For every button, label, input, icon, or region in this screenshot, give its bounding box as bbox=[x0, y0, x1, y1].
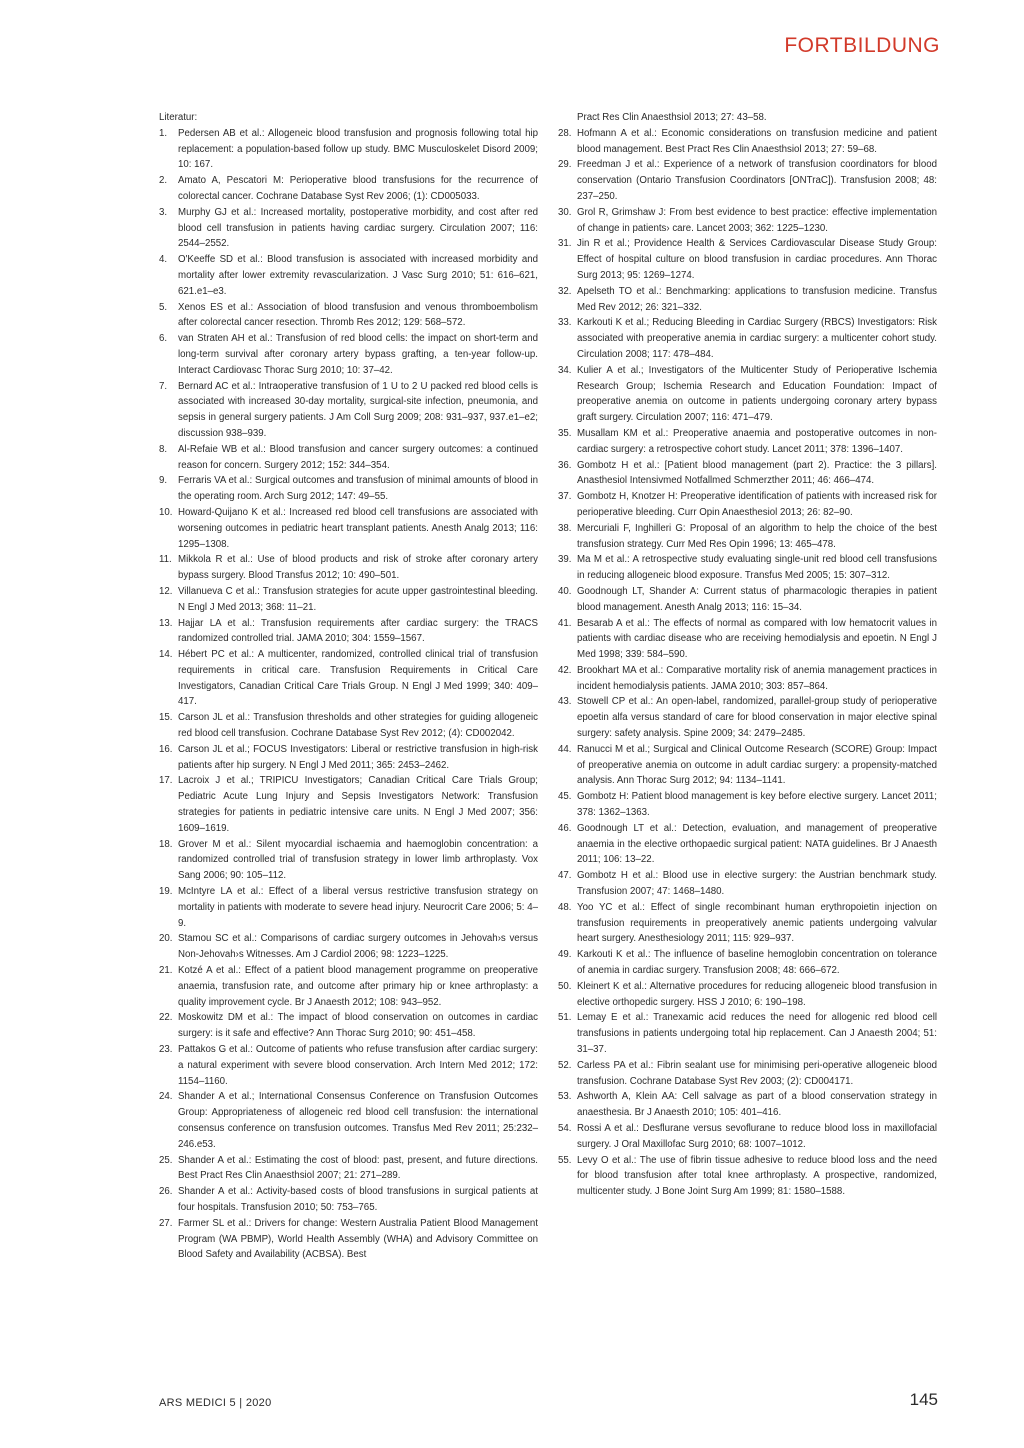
reference-number: 11. bbox=[159, 554, 172, 566]
reference-number: 37. bbox=[558, 491, 572, 503]
reference-number: 45. bbox=[558, 791, 572, 803]
reference-item bbox=[558, 552, 937, 584]
reference-text: Pedersen AB et al.: Allogeneic blood transfusion and prognosis following total hip replacement: a population-based follow up study. BMC Musculoskelet Disord 2009; 10: 167. bbox=[178, 127, 538, 171]
reference-item bbox=[558, 616, 937, 663]
reference-number: 46. bbox=[558, 822, 572, 834]
reference-text: Kleinert K et al.: Alternative procedures for reducing allogeneic blood transfusion in elective orthopedic surgery. HSS J 2010; 6: 190–198. bbox=[577, 980, 937, 1008]
section-title: FORTBILDUNG bbox=[784, 34, 940, 57]
reference-item bbox=[558, 1058, 937, 1090]
reference-list-left bbox=[159, 126, 538, 1263]
reference-text: Gombotz H: Patient blood management is key before elective surgery. Lancet 2011; 378: 1362–1363. bbox=[577, 791, 937, 819]
reference-item bbox=[558, 521, 937, 553]
reference-item bbox=[558, 363, 937, 426]
reference-number: 9. bbox=[159, 475, 168, 487]
reference-number: 2. bbox=[159, 175, 168, 187]
reference-column-right bbox=[558, 110, 937, 1200]
reference-text: Hofmann A et al.: Economic considerations on transfusion medicine and patient blood management. Best Pract Res Clin Anaesthsiol 2013; 27: 59–68. bbox=[577, 127, 937, 155]
reference-item bbox=[159, 505, 538, 552]
reference-text: Howard-Quijano K et al.: Increased red blood cell transfusions are associated with worsening outcomes in pediatric heart transplant patients. Anesth Analg 2013; 116: 1295–1308. bbox=[178, 506, 538, 550]
reference-item bbox=[558, 789, 937, 821]
reference-number: 35. bbox=[558, 427, 572, 439]
reference-item bbox=[159, 331, 538, 378]
reference-number: 49. bbox=[558, 949, 572, 961]
reference-text: Murphy GJ et al.: Increased mortality, postoperative morbidity, and cost after red blood cell transfusion in patients having cardiac surgery. Circulation 2007; 116: 2544–2552. bbox=[178, 206, 538, 250]
reference-text: Besarab A et al.: The effects of normal as compared with low hematocrit values in patients with cardiac disease who are receiving hemodialysis and epoetin. N Engl J Med 1998; 339: 584–590. bbox=[577, 617, 937, 661]
reference-text: Goodnough LT, Shander A: Current status of pharmacologic therapies in patient blood management. Anesth Analg 2013; 116: 15–34. bbox=[577, 585, 937, 613]
reference-item bbox=[558, 694, 937, 741]
reference-item bbox=[159, 616, 538, 648]
reference-number: 21. bbox=[159, 965, 173, 977]
reference-text: Apelseth TO et al.: Benchmarking: applications to transfusion medicine. Transfus Med Rev 2012; 26: 321–332. bbox=[577, 285, 937, 313]
reference-number: 8. bbox=[159, 443, 168, 455]
reference-number: 55. bbox=[558, 1154, 572, 1166]
reference-number: 6. bbox=[159, 333, 168, 345]
reference-item bbox=[159, 1153, 538, 1185]
reference-item bbox=[159, 205, 538, 252]
reference-list-right bbox=[558, 126, 937, 1200]
reference-item bbox=[159, 300, 538, 332]
reference-item bbox=[159, 584, 538, 616]
reference-item bbox=[558, 900, 937, 947]
reference-text: Amato A, Pescatori M: Perioperative blood transfusions for the recurrence of colorectal cancer. Cochrane Database Syst Rev 2006; (1): CD005033. bbox=[178, 175, 538, 202]
reference-number: 42. bbox=[558, 664, 572, 676]
reference-text: Shander A et al.: Activity-based costs of blood transfusions in surgical patients at four hospitals. Transfusion 2010; 50: 753–765. bbox=[178, 1186, 538, 1213]
reference-number: 32. bbox=[558, 285, 572, 297]
reference-number: 20. bbox=[159, 933, 173, 945]
reference-item bbox=[558, 584, 937, 616]
reference-text: Stamou SC et al.: Comparisons of cardiac surgery outcomes in Jehovah›s versus Non-Jehovah›s Witnesses. Am J Cardiol 2006; 98: 1223–1225. bbox=[178, 933, 538, 961]
reference-item bbox=[159, 773, 538, 836]
reference-number: 38. bbox=[558, 522, 572, 534]
reference-text: Grover M et al.: Silent myocardial ischaemia and haemoglobin concentration: a randomized controlled trial of transfusion strategy in lower limb arthroplasty. Vox Sang 2006; 90: 105–112. bbox=[178, 838, 538, 882]
reference-number: 26. bbox=[159, 1186, 173, 1198]
reference-number: 28. bbox=[558, 127, 572, 139]
reference-number: 30. bbox=[558, 206, 572, 218]
reference-text: Carson JL et al.: Transfusion thresholds and other strategies for guiding allogeneic red blood cell transfusion. Cochrane Database Syst Rev 2012; (4): CD002042. bbox=[178, 712, 538, 740]
reference-item bbox=[558, 979, 937, 1011]
reference-text: Gombotz H et al.: [Patient blood management (part 2). Practice: the 3 pillars]. Anasthesiol Intensivmed Notfallmed Schmerzther 2011; 46: 466–474. bbox=[577, 459, 937, 487]
reference-text: Shander A et al.: Estimating the cost of blood: past, present, and future directions. Best Pract Res Clin Anaesthsiol 2007; 21: 271–289. bbox=[178, 1154, 538, 1182]
reference-number: 31. bbox=[558, 238, 572, 250]
reference-number: 4. bbox=[159, 254, 168, 266]
reference-item bbox=[159, 473, 538, 505]
reference-item bbox=[558, 126, 937, 158]
reference-item bbox=[558, 947, 937, 979]
journal-issue: ARS MEDICI 5 | 2020 bbox=[159, 1397, 272, 1409]
reference-text: Ma M et al.: A retrospective study evaluating single-unit red blood cell transfusions in reducing allogeneic blood exposure. Transfus Med 2005; 15: 307–312. bbox=[577, 554, 937, 582]
reference-item bbox=[159, 552, 538, 584]
reference-column-left bbox=[159, 110, 538, 1263]
reference-number: 23. bbox=[159, 1044, 173, 1056]
reference-text: Lacroix J et al.; TRIPICU Investigators; Canadian Critical Care Trials Group; Pediatric Acute Lung Injury and Sepsis Investigators Network: Transfusion strategies for patients in pediatric intensive care units. N Engl J Med 2007; 356: 1609–1619. bbox=[178, 775, 538, 834]
reference-text: Moskowitz DM et al.: The impact of blood conservation on outcomes in cardiac surgery: is it safe and effective? Ann Thorac Surg 2010; 90: 451–458. bbox=[178, 1012, 538, 1040]
reference-text: Lemay E et al.: Tranexamic acid reduces the need for allogenic red blood cell transfusions in patients undergoing total hip replacement. Can J Anaesth 2004; 51: 31–37. bbox=[577, 1012, 937, 1056]
reference-item bbox=[558, 1121, 937, 1153]
reference-item bbox=[159, 963, 538, 1010]
reference-item bbox=[558, 205, 937, 237]
reference-item bbox=[558, 1089, 937, 1121]
reference-item bbox=[558, 458, 937, 490]
reference-text: Freedman J et al.: Experience of a network of transfusion coordinators for blood conservation (Ontario Transfusion Coordinators [ONTraC]). Transfusion 2008; 48: 237–250. bbox=[577, 159, 937, 202]
reference-number: 10. bbox=[159, 506, 173, 518]
reference-item bbox=[159, 126, 538, 173]
reference-number: 12. bbox=[159, 585, 173, 597]
reference-item bbox=[159, 647, 538, 710]
reference-number: 48. bbox=[558, 901, 572, 913]
reference-number: 1. bbox=[159, 127, 168, 139]
reference-text: Carson JL et al.; FOCUS Investigators: Liberal or restrictive transfusion in high-risk patients after hip surgery. N Engl J Med 2011; 365: 2453–2462. bbox=[178, 743, 538, 771]
reference-text: Kulier A et al.; Investigators of the Multicenter Study of Perioperative Ischemia Research Group; Ischemia Research and Education Foundation: Impact of preoperative anemia on outcome in patients undergoing coronary artery bypass graft surgery. Circulation 2007; 116: 471–479. bbox=[577, 364, 937, 424]
reference-text: Kotzé A et al.: Effect of a patient blood management programme on preoperative anaemia, transfusion rate, and outcome after primary hip or knee arthroplasty: a quality improvement cycle. Br J Anaesth 2012; 108: 943–952. bbox=[178, 965, 538, 1008]
reference-number: 47. bbox=[558, 870, 572, 882]
reference-text: O'Keeffe SD et al.: Blood transfusion is associated with increased morbidity and mortality after lower extremity revascularization. J Vasc Surg 2010; 51: 616–621, 621.e1–e3. bbox=[178, 254, 538, 297]
reference-number: 16. bbox=[159, 743, 173, 755]
reference-item bbox=[159, 252, 538, 299]
reference-item bbox=[159, 442, 538, 474]
reference-number: 52. bbox=[558, 1059, 572, 1071]
reference-number: 39. bbox=[558, 554, 572, 566]
reference-number: 40. bbox=[558, 585, 572, 597]
reference-number: 17. bbox=[159, 775, 173, 787]
reference-text: McIntyre LA et al.: Effect of a liberal versus restrictive transfusion strategy on mortality in patients with moderate to severe head injury. Neurocrit Care 2006; 5: 4–9. bbox=[178, 886, 538, 929]
reference-item bbox=[558, 315, 937, 362]
reference-text: Rossi A et al.: Desflurane versus sevoflurane to reduce blood loss in maxillofacial surgery. J Oral Maxillofac Surg 2010; 68: 1007–1012. bbox=[577, 1123, 937, 1150]
reference-number: 43. bbox=[558, 696, 572, 708]
reference-item bbox=[159, 884, 538, 931]
reference-item bbox=[159, 1216, 538, 1263]
reference-item bbox=[159, 1089, 538, 1152]
reference-item bbox=[558, 663, 937, 695]
reference-text: Ranucci M et al.; Surgical and Clinical Outcome Research (SCORE) Group: Impact of preoperative anemia on outcome in adult cardiac surgery: a propensity-matched analysis. Ann Thorac Surg 2012; 94: 1134–1141. bbox=[577, 743, 937, 787]
reference-number: 51. bbox=[558, 1012, 572, 1024]
reference-item bbox=[159, 742, 538, 774]
literature-heading: Literatur: bbox=[159, 112, 198, 123]
reference-text: Grol R, Grimshaw J: From best evidence to best practice: effective implementation of change in patients› care. Lancet 2003; 362: 1225–1230. bbox=[577, 206, 937, 234]
reference-text: Gombotz H, Knotzer H: Preoperative identification of patients with increased risk for perioperative bleeding. Curr Opin Anaesthesiol 2013; 26: 82–90. bbox=[577, 491, 937, 518]
reference-number: 33. bbox=[558, 317, 572, 329]
reference-item bbox=[558, 1010, 937, 1057]
reference-item bbox=[159, 1184, 538, 1216]
reference-text: Ashworth A, Klein AA: Cell salvage as part of a blood conservation strategy in anaesthesia. Br J Anaesth 2010; 105: 401–416. bbox=[577, 1091, 937, 1119]
reference-text: Villanueva C et al.: Transfusion strategies for acute upper gastrointestinal bleeding. N Engl J Med 2013; 368: 11–21. bbox=[178, 585, 538, 613]
reference-number: 3. bbox=[159, 206, 168, 218]
reference-text: Stowell CP et al.: An open-label, randomized, parallel-group study of perioperative epoetin alfa versus standard of care for blood conservation in major elective spinal surgery: safety analysis. Spine 2009; 34: 2479–2485. bbox=[577, 696, 937, 740]
reference-text: Gombotz H et al.: Blood use in elective surgery: the Austrian benchmark study. Transfusion 2007; 47: 1468–1480. bbox=[577, 870, 937, 898]
reference-number: 24. bbox=[159, 1091, 173, 1103]
reference-text: Yoo YC et al.: Effect of single recombinant human erythropoietin injection on transfusion requirements in preoperatively anemic patients undergoing valvular heart surgery. Anesthesiology 2011; 115: 929–937. bbox=[577, 901, 937, 945]
reference-text: Farmer SL et al.: Drivers for change: Western Australia Patient Blood Management Program (WA PBMP), World Health Assembly (WHA) and Advisory Committee on Blood Safety and Availability (ACBSA). Best bbox=[178, 1217, 538, 1261]
reference-number: 50. bbox=[558, 980, 572, 992]
reference-item bbox=[558, 742, 937, 789]
reference-item bbox=[159, 1010, 538, 1042]
reference-text: Levy O et al.: The use of fibrin tissue adhesive to reduce blood loss and the need for blood transfusion after total knee arthroplasty. A prospective, randomized, multicenter study. J Bone Joint Surg Am 1999; 81: 1580–1588. bbox=[577, 1154, 937, 1198]
reference-item bbox=[159, 710, 538, 742]
reference-number: 36. bbox=[558, 459, 572, 471]
page-number: 145 bbox=[909, 1390, 938, 1409]
reference-item bbox=[558, 157, 937, 204]
reference-text: van Straten AH et al.: Transfusion of red blood cells: the impact on short-term and long-term survival after coronary artery bypass grafting, a ten-year follow-up. Interact Cardiovasc Thorac Surg 2010; 10: 37–42. bbox=[178, 333, 538, 376]
reference-item bbox=[159, 379, 538, 442]
reference-number: 22. bbox=[159, 1012, 173, 1024]
reference-continuation: Pract Res Clin Anaesthsiol 2013; 27: 43–58. bbox=[577, 112, 767, 123]
reference-number: 5. bbox=[159, 301, 168, 313]
reference-text: Goodnough LT et al.: Detection, evaluation, and management of preoperative anaemia in the elective orthopaedic surgical patient: NATA guidelines. Br J Anaesth 2011; 106: 13–22. bbox=[577, 822, 937, 866]
reference-item bbox=[159, 1042, 538, 1089]
reference-item bbox=[558, 284, 937, 316]
reference-text: Musallam KM et al.: Preoperative anaemia and postoperative outcomes in non-cardiac surgery: a retrospective cohort study. Lancet 2011; 378: 1396–1407. bbox=[577, 427, 937, 455]
reference-text: Jin R et al.; Providence Health & Services Cardiovascular Disease Study Group: Effect of hospital culture on blood transfusion in cardiac procedures. Ann Thorac Surg 2013; 95: 1269–1274. bbox=[577, 238, 937, 281]
reference-item bbox=[558, 1153, 937, 1200]
reference-text: Mikkola R et al.: Use of blood products and risk of stroke after coronary artery bypass surgery. Blood Transfus 2012; 10: 490–501. bbox=[178, 554, 538, 582]
reference-number: 15. bbox=[159, 712, 173, 724]
reference-text: Hébert PC et al.: A multicenter, randomized, controlled clinical trial of transfusion requirements in critical care. Transfusion Requirements in Critical Care Investigators, Canadian Critical Care Trials Group. N Engl J Med 1999; 340: 409–417. bbox=[178, 649, 538, 708]
reference-number: 41. bbox=[558, 617, 572, 629]
reference-number: 34. bbox=[558, 364, 572, 376]
reference-text: Karkouti K et al.: The influence of baseline hemoglobin concentration on tolerance of anemia in cardiac surgery. Transfusion 2008; 48: 666–672. bbox=[577, 949, 937, 977]
reference-item bbox=[558, 236, 937, 283]
reference-text: Pattakos G et al.: Outcome of patients who refuse transfusion after cardiac surgery: a natural experiment with severe blood conservation. Arch Intern Med 2012; 172: 1154–1160. bbox=[178, 1044, 538, 1087]
reference-item bbox=[558, 868, 937, 900]
reference-number: 7. bbox=[159, 380, 168, 392]
reference-text: Karkouti K et al.; Reducing Bleeding in Cardiac Surgery (RBCS) Investigators: Risk associated with preoperative anemia in cardiac surgery: a multicenter cohort study. Circulation 2008; 117: 478–484. bbox=[577, 317, 937, 360]
reference-text: Shander A et al.; International Consensus Conference on Transfusion Outcomes Group: Appropriateness of allogeneic red blood cell transfusion: the international consensus conference on transfusion outcomes. Transfus Med Rev 2011; 25:232–246.e53. bbox=[178, 1091, 538, 1150]
reference-number: 13. bbox=[159, 617, 173, 629]
reference-number: 53. bbox=[558, 1091, 572, 1103]
reference-text: Bernard AC et al.: Intraoperative transfusion of 1 U to 2 U packed red blood cells is associated with increased 30-day mortality, surgical-site infection, pneumonia, and sepsis in general surgery patients. J Am Coll Surg 2009; 208: 931–937, 937.e1–e2; discussion 938–939. bbox=[178, 380, 538, 439]
reference-item bbox=[558, 489, 937, 521]
reference-number: 25. bbox=[159, 1154, 173, 1166]
reference-item bbox=[558, 821, 937, 868]
reference-number: 18. bbox=[159, 838, 173, 850]
reference-text: Xenos ES et al.: Association of blood transfusion and venous thromboembolism after colorectal cancer resection. Thromb Res 2012; 129: 568–572. bbox=[178, 301, 538, 329]
reference-text: Carless PA et al.: Fibrin sealant use for minimising peri-operative allogeneic blood transfusion. Cochrane Database Syst Rev 2003; (2): CD004171. bbox=[577, 1059, 937, 1087]
reference-item bbox=[159, 837, 538, 884]
reference-number: 14. bbox=[159, 649, 173, 661]
reference-number: 44. bbox=[558, 743, 572, 755]
reference-text: Mercuriali F, Inghilleri G: Proposal of an algorithm to help the choice of the best transfusion strategy. Curr Med Res Opin 1996; 13: 465–478. bbox=[577, 522, 937, 550]
reference-number: 54. bbox=[558, 1123, 572, 1134]
reference-item bbox=[159, 931, 538, 963]
reference-text: Hajjar LA et al.: Transfusion requirements after cardiac surgery: the TRACS randomized controlled trial. JAMA 2010; 304: 1559–1567. bbox=[178, 617, 538, 645]
reference-item bbox=[159, 173, 538, 205]
reference-number: 29. bbox=[558, 159, 572, 171]
reference-text: Ferraris VA et al.: Surgical outcomes and transfusion of minimal amounts of blood in the operating room. Arch Surg 2012; 147: 49–55. bbox=[178, 475, 538, 503]
reference-item bbox=[558, 426, 937, 458]
reference-number: 27. bbox=[159, 1217, 173, 1229]
reference-number: 19. bbox=[159, 886, 173, 898]
reference-text: Al-Refaie WB et al.: Blood transfusion and cancer surgery outcomes: a continued reason for concern. Surgery 2012; 152: 344–354. bbox=[178, 443, 538, 471]
reference-text: Brookhart MA et al.: Comparative mortality risk of anemia management practices in incident hemodialysis patients. JAMA 2010; 303: 857–864. bbox=[577, 664, 937, 692]
